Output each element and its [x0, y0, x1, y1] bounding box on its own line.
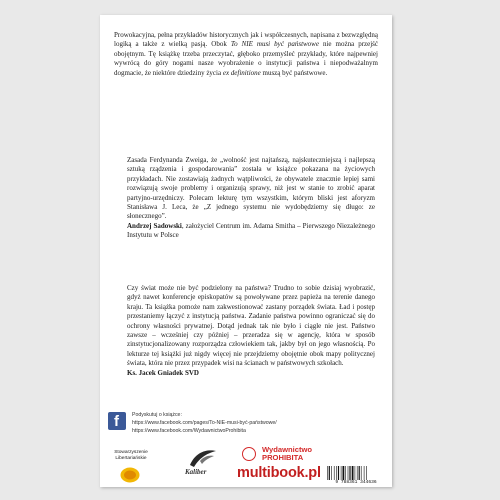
barcode-icon: [326, 466, 386, 480]
barcode-bar: [357, 466, 358, 480]
facebook-label: Podyskutuj o książce:: [132, 412, 182, 418]
facebook-link-publisher[interactable]: https://www.facebook.com/WydawnictwoProhibita: [132, 428, 246, 435]
barcode-bar: [341, 466, 342, 480]
kaliber-logo: [182, 447, 222, 485]
intro-run-1: To NIE musi być państwowe: [230, 40, 319, 49]
intro-paragraph: [114, 31, 378, 78]
intro-run-2: nie można przejść obojętnym. Tę książkę trzeba przeczytać, głęboko przemyśleć przykłady, które najpewniej wywrócą do góry nogami nasze wyobrażenie o instytucji państwa i niepodważalnym dogmacie, że niektóre dziedziny życia: [114, 40, 379, 77]
prohibita-logo: [242, 446, 382, 464]
kaliber-swoosh-icon: [182, 447, 222, 469]
kaliber-name: Kaliber: [185, 468, 207, 476]
barcode-bar: [338, 466, 339, 480]
barcode-bar: [366, 466, 367, 480]
barcode-bar: [327, 466, 328, 480]
intro-run-3: ex definitione: [222, 68, 261, 77]
barcode-bar: [361, 466, 362, 480]
barcode-bar: [343, 466, 345, 480]
facebook-icon: f: [108, 412, 126, 430]
quote-sadowski: [127, 156, 375, 241]
barcode-bar: [336, 466, 337, 480]
prohibita-name: [262, 446, 312, 463]
quote-sadowski-role: , założyciel Centrum im. Adama Smitha – Pierwszego Niezależnego Instytutu w Polsce: [127, 221, 375, 240]
facebook-link-page[interactable]: https://www.facebook.com/pages/To-NIE-musi-być-państwowe/: [132, 420, 277, 427]
quote-sadowski-text: Zasada Ferdynanda Zweiga, że „wolność jest najtańszą, najskuteczniejszą i najlepszą sztuką rządzenia i gospodarowania” została w książce pokazana na życiowych przykładach. Nie zostawiają żadnych wątpliwości, że obywatele znacznie lepiej sami rozwiązują swoje problemy i organizują sprawy, niż jest w stanie to zrobić aparat partyjno-urzędniczy. Polecam lekturę tym wszystkim, którym bliski jest aforyzm Stanisława J. Leca, że „Z jednego systemu nie wydobędziemy się długo: ze słonecznego”.: [127, 156, 375, 221]
facebook-links: [132, 411, 388, 436]
barcode-bar: [364, 466, 365, 480]
barcode-bar: [329, 466, 330, 480]
quote-gniadek-author: Ks. Jacek Gniadek SVD: [127, 368, 199, 377]
intro-run-4: muszą być państwowe.: [260, 68, 328, 77]
barcode-bar: [359, 466, 360, 480]
isbn-number: 9 788361 344636: [335, 480, 377, 485]
stowarzyszenie-logo: [108, 450, 154, 484]
barcode-bar: [355, 466, 356, 480]
isbn-barcode: [326, 466, 386, 486]
barcode-bar: [348, 466, 349, 480]
stowarzyszenie-name: Stowarzyszenie Libertariańskie: [114, 450, 148, 461]
prohibita-line-1: Wydawnictwo: [262, 445, 313, 454]
quote-gniadek: [127, 284, 375, 378]
multibook-logo: multibook.pl: [237, 465, 321, 481]
quote-sadowski-author: Andrzej Sadowski: [127, 221, 182, 230]
barcode-bar: [345, 466, 346, 480]
barcode-bar: [352, 466, 354, 480]
barcode-bar: [334, 466, 335, 480]
quote-gniadek-text: Czy świat może nie być podzielony na państwa? Trudno to sobie dzisiaj wyobrazić, gdyż nawet konferencje episkopatów są powoływane przez papieża na terenie danego kraju. Ta książka pomoże nam zakwestionować zastany porządek świata. Ład i postęp przestaniemy łączyć z instytucją państwa. Zadanie państwa powinno ograniczać się do ochrony własności prywatnej. Dotąd jednak tak nie było i ciągle nie jest. Państwo zawsze – wcześniej czy później – przeradza się w agencję, która w sposób zinstytucjonalizowany rozporządza człowiekiem tak, jakby był on jego własnością. Po lekturze tej książki już nigdy więcej nie przejdziemy obojętnie obok mapy politycznej świata, która nie przez przypadek wisi na ścianach w państwowych szkołach.: [127, 284, 375, 368]
barcode-bar: [349, 466, 350, 480]
book-back-cover: [100, 15, 392, 487]
barcode-bar: [331, 466, 332, 480]
intro-run-0: Prowokacyjna, pełna przykładów historycznych jak i współczesnych, napisana z bezwzględną logiką a także z wielką pasją. Obok: [114, 31, 378, 49]
prohibita-line-2: PROHIBITA: [262, 453, 304, 463]
libertarian-badge-icon: [120, 467, 140, 483]
prohibita-circle-icon: [242, 447, 256, 461]
publisher-logos: [100, 443, 392, 487]
